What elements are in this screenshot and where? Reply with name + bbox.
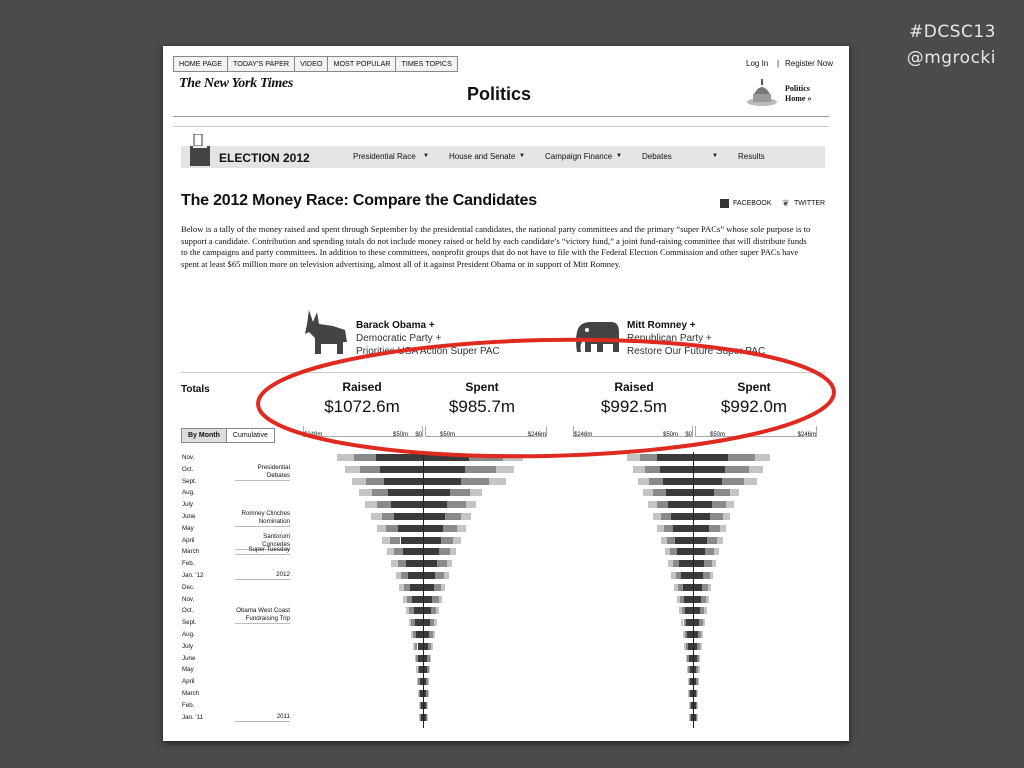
obama-spent-value: $985.7m <box>448 397 516 416</box>
scale-label: $50m <box>392 432 408 438</box>
politics-home-line1: Politics <box>785 84 810 93</box>
scale-label: $248m <box>304 432 323 438</box>
month-label: March <box>182 548 200 556</box>
twitter-icon: ❦ <box>782 198 790 208</box>
scale-label: $50m <box>710 432 726 438</box>
nav-most-popular[interactable]: MOST POPULAR <box>328 57 396 71</box>
slide-hashtag: #DCSC13 <box>909 22 996 42</box>
romney-party: Republican Party + <box>627 333 712 344</box>
month-label: Sept. <box>182 619 197 627</box>
chevron-down-icon: ▼ <box>519 153 525 159</box>
nyt-logo[interactable]: The New York Times <box>179 76 293 91</box>
month-label: April <box>182 678 195 686</box>
cumulative-toggle[interactable]: Cumulative <box>226 429 274 442</box>
scale-label: $50m <box>662 432 678 438</box>
romney-spent-value: $992.0m <box>720 397 788 416</box>
obama-superpac: Priorities USA Action Super PAC <box>356 346 500 357</box>
event-west-coast-trip: Obama West Coast Fundraising Trip <box>236 607 290 622</box>
scale-label: $0 <box>415 432 422 438</box>
month-label: Oct. <box>182 607 194 615</box>
romney-name: Mitt Romney + <box>627 320 696 331</box>
scale-label: $50m <box>440 432 456 438</box>
obama-spent-header: Spent <box>465 380 499 394</box>
nav-video[interactable]: VIDEO <box>295 57 328 71</box>
nav-times-topics[interactable]: TIMES TOPICS <box>396 57 456 71</box>
month-label: March <box>182 690 200 697</box>
scale-label: $248m <box>574 432 593 438</box>
menu-results[interactable]: Results <box>738 152 765 161</box>
chevron-down-icon: ▼ <box>616 153 622 159</box>
month-label: June <box>182 654 196 662</box>
scale-label: $246m <box>527 432 546 438</box>
month-label: May <box>182 666 194 674</box>
chevron-down-icon: ▼ <box>423 153 429 159</box>
month-label: Jan. '11 <box>182 713 204 721</box>
month-label: Oct. <box>182 465 194 473</box>
menu-house-senate[interactable]: House and Senate <box>449 152 516 161</box>
month-label: Sept. <box>182 477 197 485</box>
nav-home-page[interactable]: HOME PAGE <box>174 57 228 71</box>
month-label: May <box>182 524 194 532</box>
event-2011: 2011 <box>235 713 290 722</box>
event-presidential-debates: Presidential Debates <box>235 464 290 481</box>
month-label: Feb. <box>182 701 195 709</box>
by-month-toggle[interactable]: By Month <box>182 429 226 442</box>
month-label: Aug. <box>182 631 195 638</box>
election-title: ELECTION 2012 <box>219 151 310 165</box>
politics-home-line2: Home » <box>785 94 812 103</box>
event-santorum-concedes: Santorum Concedes <box>235 533 290 550</box>
romney-spent-header: Spent <box>737 380 771 394</box>
event-super-tuesday: Super Tuesday <box>235 546 290 555</box>
month-label: Nov. <box>182 595 195 603</box>
chevron-down-icon: ▼ <box>712 153 718 159</box>
romney-raised-value: $992.5m <box>600 397 668 416</box>
register-link[interactable]: Register Now <box>785 59 834 68</box>
nav-todays-paper[interactable]: TODAY'S PAPER <box>228 57 295 71</box>
obama-name: Barack Obama + <box>356 320 435 331</box>
slide-handle: @mgrocki <box>906 48 996 68</box>
month-label: Nov. <box>182 454 195 461</box>
romney-superpac: Restore Our Future Super PAC <box>627 346 766 357</box>
obama-party: Democratic Party + <box>356 333 442 344</box>
menu-campaign-finance[interactable]: Campaign Finance <box>545 152 613 161</box>
login-link[interactable]: Log In <box>746 59 769 68</box>
romney-raised-header: Raised <box>614 380 654 394</box>
month-label: June <box>182 513 196 520</box>
month-label: Jan. '12 <box>182 572 204 579</box>
article-headline: The 2012 Money Race: Compare the Candidates <box>181 192 537 209</box>
totals-label: Totals <box>181 384 210 395</box>
menu-presidential-race[interactable]: Presidential Race <box>353 152 416 161</box>
event-romney-clinches: Romney Clinches Nomination <box>235 510 290 527</box>
month-label: July <box>182 642 194 650</box>
obama-raised-value: $1072.6m <box>324 397 400 416</box>
page-title: Politics <box>467 84 532 104</box>
login-divider: | <box>777 59 780 68</box>
scale-label: $246m <box>797 432 816 438</box>
month-label: July <box>182 501 194 509</box>
facebook-share[interactable]: FACEBOOK <box>733 200 772 207</box>
twitter-share[interactable]: TWITTER <box>794 200 826 207</box>
obama-raised-header: Raised <box>342 380 382 394</box>
month-label: Aug. <box>182 489 195 497</box>
menu-debates[interactable]: Debates <box>642 152 672 161</box>
article-intro: Below is a tally of the money raised and spent through September by the presidential candidates, the national party committees and the primary “super PACs” whose sole purpose is to support a candidate. Contribution and spending totals do not include money raised or held by each candidate’s “victory fund,” a joint fund-raising committee that will distribute funds to the campaigns and party committees. In addition to these committees, nonprofit groups that do not have to file with the Federal Election Commission and other super PACs have spent at least $65 million more on television advertising, almost all of it against President Obama or in support of Mitt Romney. <box>181 224 811 269</box>
scale-label: $0 <box>685 432 692 438</box>
month-label: Dec. <box>182 583 195 591</box>
event-2012: 2012 <box>235 571 290 580</box>
month-label: April <box>182 536 195 544</box>
month-label: Feb. <box>182 560 195 568</box>
